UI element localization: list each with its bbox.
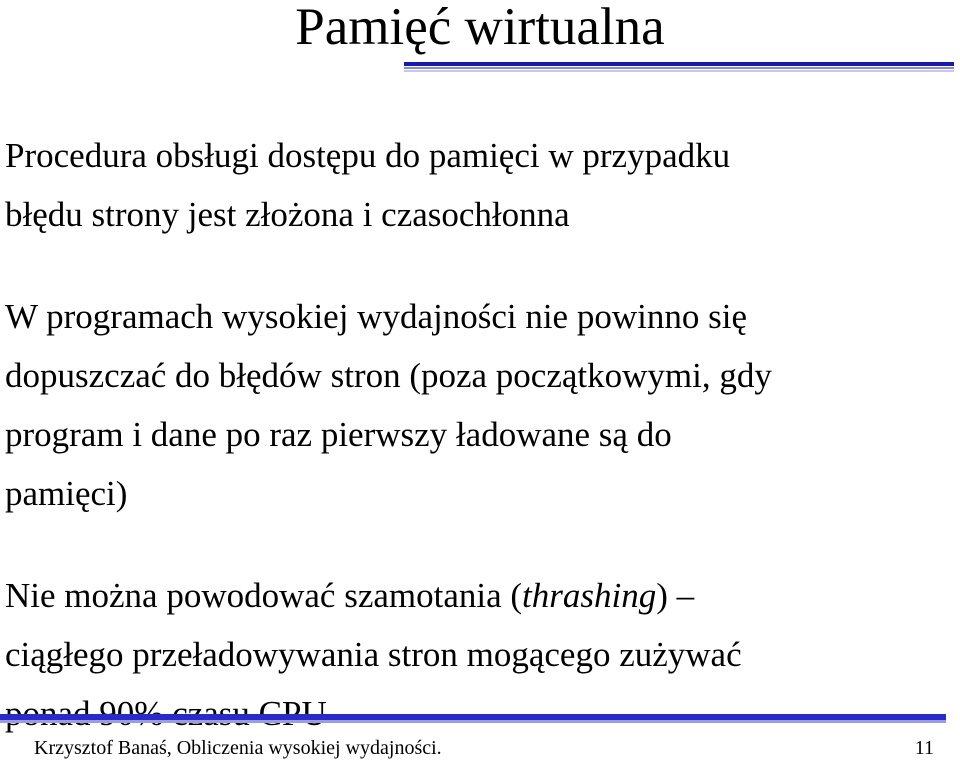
- paragraph-3-term-thrashing: thrashing: [522, 576, 657, 615]
- slide-title: [0, 0, 960, 60]
- paragraph-2-line-2: dopuszczać do błędów stron (poza początkowymi, gdy: [5, 356, 772, 395]
- footer-author: Krzysztof Banaś, Obliczenia wysokiej wydajności.: [34, 737, 442, 759]
- title-underline-shadow: [404, 70, 954, 72]
- paragraph-3-line-2: ciągłego przeładowywania stron mogącego zużywać: [5, 635, 742, 674]
- title-underline-accent: [404, 67, 954, 69]
- page-number: 11: [914, 737, 934, 759]
- slide-title-text: Pamięć wirtualna: [295, 0, 665, 56]
- paragraph-3-line-1-start: Nie można powodować szamotania (: [5, 576, 523, 615]
- paragraph-3-line-1-end: ) –: [656, 576, 695, 615]
- paragraph-2: [5, 287, 955, 523]
- title-underline: [404, 62, 954, 66]
- paragraph-1-line-1: Procedura obsługi dostępu do pamięci w przypadku: [5, 136, 731, 175]
- slide-body: [5, 126, 955, 743]
- paragraph-1-line-2: błędu strony jest złożona i czasochłonna: [5, 195, 570, 234]
- paragraph-1: [5, 126, 955, 244]
- paragraph-2-line-1: W programach wysokiej wydajności nie powinno się: [5, 297, 747, 336]
- footer-rule-shadow: [0, 720, 946, 723]
- paragraph-2-line-4: pamięci): [5, 474, 128, 513]
- paragraph-2-line-3: program i dane po raz pierwszy ładowane są do: [5, 415, 672, 454]
